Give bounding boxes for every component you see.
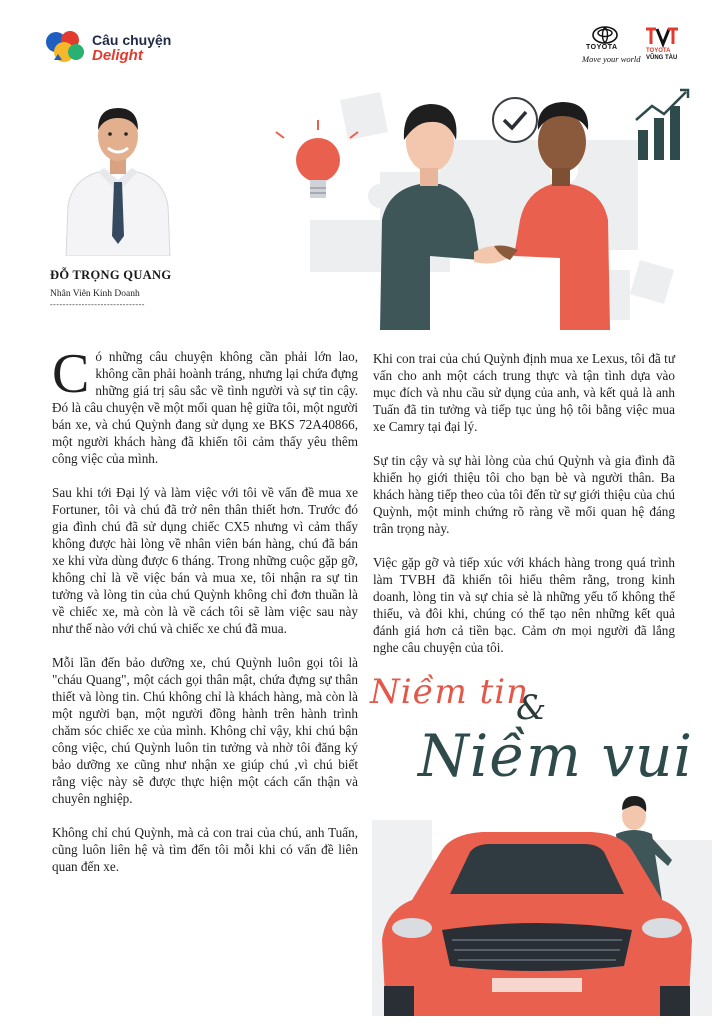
paragraph: Sự tin cậy và sự hài lòng của chú Quỳnh và gia đình đã khiến họ giới thiệu tôi cho bạn bè và người thân. Ba khách hàng tiếp theo của tôi đến từ sự giới thiệu của chú Quỳnh, một minh chứng rõ ràng về mối quan hệ đáng trân trọng này.: [373, 453, 675, 536]
dealer-name: TOYOTA: [646, 48, 671, 54]
dealer-city: VŨNG TÀU: [646, 55, 678, 61]
checkmark-bubble-icon: [493, 98, 537, 142]
toyota-name: TOYOTA: [586, 44, 618, 51]
growth-chart-icon: [636, 90, 688, 160]
author-underline: ------------------------------: [50, 300, 145, 309]
chat-bubbles-icon: [44, 30, 88, 64]
paragraph: Sau khi tới Đại lý và làm việc với tôi về vấn đề mua xe Fortuner, tôi và chú đã trở nên thân thiết hơn. Trước đó gia đình chú đã sử dụng chiếc CX5 nhưng vì cảm thấy không được hài lòng về nhân viên bán hàng, chú đã bán xe khi vừa dùng được 6 tháng. Trong những cuộc gặp gỡ, không chỉ là về việc bán và mua xe, tôi nhận ra sự tin tưởng và lòng tin của chú Quỳnh không chỉ đơn thuần là về chiếc xe, mà còn là về cách tôi sẽ làm việc sau này như thế nào với chú và chiếc xe chú đã mua.: [52, 485, 358, 636]
red-car-illustration: [372, 790, 712, 1016]
toyota-logos: [582, 26, 692, 70]
heading-niem-tin: Niềm tin: [370, 672, 530, 712]
lightbulb-icon: [276, 120, 358, 198]
toyota-tagline: Move your world: [582, 54, 641, 64]
businessman-left: [380, 104, 480, 330]
drop-cap: C: [52, 343, 90, 405]
logo-text-line1: Câu chuyện: [92, 32, 172, 48]
paragraph: Việc gặp gỡ và tiếp xúc với khách hàng trong quá trình làm TVBH đã khiến tôi hiểu thêm rằng, trong kinh doanh, lòng tin và sự chia sẻ là những yếu tố không thể thiếu, và đôi khi, chúng có thể tạo nên những kết quả đánh giá hơn cả tiền bạc. Cảm ơn mọi người đã lắng nghe câu chuyện của tôi.: [373, 555, 675, 655]
toyota-emblem-icon: [592, 26, 618, 44]
article-left-column: [52, 343, 358, 892]
author-name: ĐỖ TRỌNG QUANG: [50, 268, 172, 282]
article-right-column: [373, 350, 675, 673]
author-portrait: [58, 96, 178, 256]
tvt-logo-icon: [644, 26, 680, 48]
paragraph: Có những câu chuyện không cần phải lớn lao, không cần phải hoành tráng, nhưng lại chứa đựng những giá trị sâu sắc về tình người và sự tin cậy. Đó là câu chuyện về một mối quan hệ giữa tôi, một người bán xe, và chú Quỳnh đang sử dụng xe BKS 72A40866, một người khách hàng đã khiến tôi cảm thấy yêu thêm công việc của mình.: [52, 343, 358, 466]
cau-chuyen-delight-logo: [44, 28, 184, 68]
handshake-illustration: [270, 80, 710, 330]
paragraph: Mỗi lần đến bảo dưỡng xe, chú Quỳnh luôn gọi tôi là "cháu Quang", một cách gọi thân mật, chứa đựng sự thân thiết và lòng tin. Chú không chỉ là khách hàng, mà còn là một người bạn, một người đồng hành trên hành trình chăm sóc chiếc xe của mình. Không chỉ vậy, khi chú bận công việc, chú Quỳnh luôn tin tưởng và nhờ tôi đăng ký bảo dưỡng xe cũng như nhận xe giúp chú ,vì chú biết rằng việc này sẽ được thực hiện một cách cẩn thận và chuyên nghiệp.: [52, 655, 358, 806]
heading-niem-vui: Niềm vui: [418, 722, 694, 790]
heading-ampersand: &: [516, 688, 547, 728]
paragraph: Không chỉ chú Quỳnh, mà cả con trai của chú, anh Tuấn, cũng luôn liên hệ và tìm đến tôi mỗi khi có vấn đề liên quan đến xe.: [52, 825, 358, 874]
author-role: Nhân Viên Kinh Doanh: [50, 289, 140, 299]
paragraph: Khi con trai của chú Quỳnh định mua xe Lexus, tôi đã tư vấn cho anh một cách trung thực và tận tình dựa vào mục đích và nhu cầu sử dụng của anh, và kết quả là anh Tuấn đã tin tưởng và tiếp tục ủng hộ tôi bằng việc mua xe Camry tại đại lý.: [373, 351, 675, 434]
logo-text-line2: Delight: [92, 47, 143, 64]
